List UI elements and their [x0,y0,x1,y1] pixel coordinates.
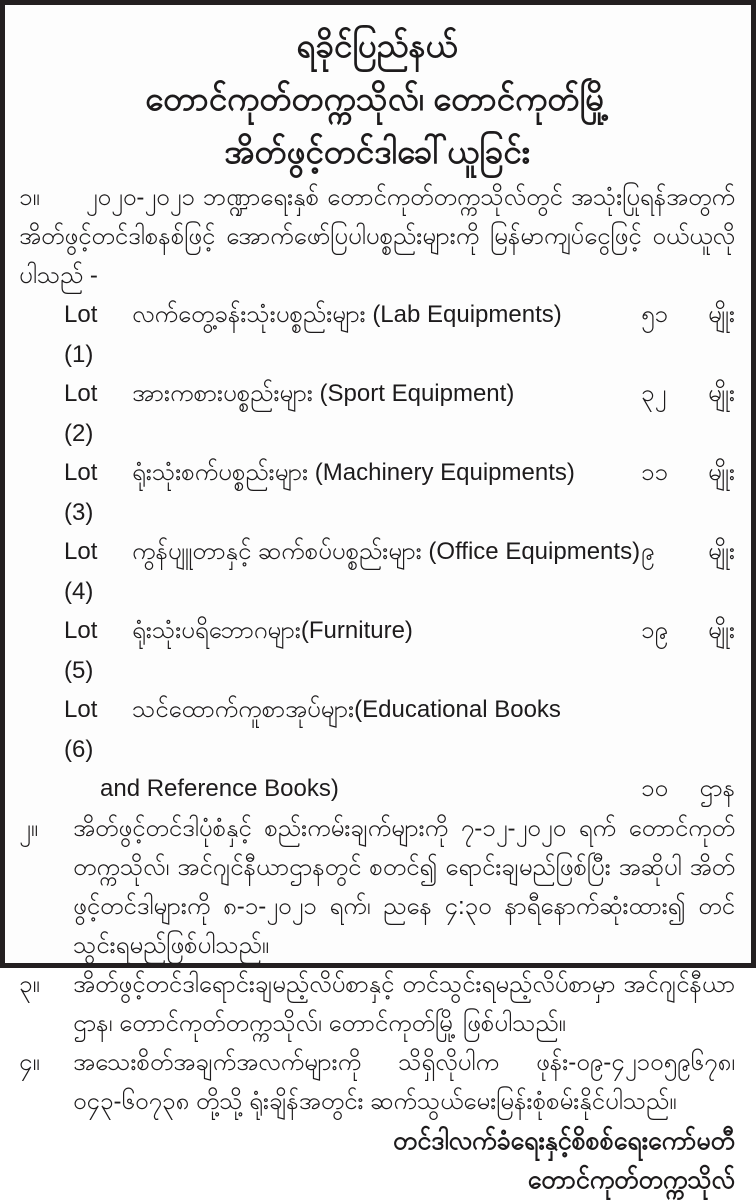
title-notice-type: အိတ်ဖွင့်တင်ဒါခေါ်ယူခြင်း [224,133,530,170]
paragraph-2-text: အိတ်ဖွင့်တင်ဒါပုံစံနှင့် စည်းကမ်းချက်များကို ၇-၁၂-၂၀၂၀ ရက် တောင်ကုတ်တက္ကသိုလ်၊ အင်ဂျင်နီယာဌာနတွင် စတင်၍ ရောင်းချမည်ဖြစ်ပြီး အဆိုပါ အိတ်ဖွင့်တင်ဒါများကို ၈-၁-၂၀၂၁ ရက်၊ ညနေ ၄:၃၀ နာရီနောက်ဆုံးထား၍ တင်သွင်းရမည်ဖြစ်ပါသည်။ [73,814,735,959]
signature-university: တောင်ကုတ်တက္ကသိုလ် [527,1165,735,1194]
lot-1-qty-number: ၅၁ [641,301,668,328]
lot-4-name: ကွန်ပျူတာနှင့် ဆက်စပ်ပစ္စည်းများ (Office Equipments) [132,538,641,565]
paragraph-4-number: ၄။ [19,1048,40,1076]
document-body [19,178,735,1200]
lot-row-2 [19,374,735,453]
title-university: တောင်ကုတ်တက္ကသိုလ်၊ တောင်ကုတ်မြို့ [145,80,609,117]
paragraph-3 [19,965,735,1043]
lot-1-quantity [641,295,735,335]
lot-3-qty-number: ၁၁ [641,459,668,486]
lot-1-qty-unit: မျိုး [707,301,735,328]
lot-5-label: Lot (5) [64,617,98,684]
lot-4-qty-number: ၉ [641,538,655,565]
title-state: ရခိုင်ပြည်နယ် [296,27,458,64]
lot-3-label: Lot (3) [64,459,98,526]
title-block [19,19,735,178]
lot-5-qty-unit: မျိုး [707,617,735,644]
lot-2-qty-number: ၃၂ [641,380,667,407]
paragraph-1 [19,178,735,295]
lot-2-qty-unit: မျိုး [707,380,735,407]
lot-6-label: Lot (6) [64,696,98,763]
lot-6-qty-unit: ဌာန [699,775,735,802]
lot-2-label: Lot (2) [64,380,98,447]
lot-row-1 [19,295,735,374]
lot-6-quantity [641,769,735,809]
lot-3-quantity [641,453,735,493]
signature-block [19,1122,735,1200]
lot-6-qty-number: ၁၀ [641,775,668,802]
lot-3-qty-unit: မျိုး [707,459,735,486]
lot-row-4 [19,532,735,611]
lot-5-quantity [641,611,735,651]
lot-3-name: ရုံးသုံးစက်ပစ္စည်းများ (Machinery Equipments) [132,459,575,486]
lot-4-label: Lot (4) [64,538,98,605]
paragraph-3-number: ၃။ [19,970,40,998]
lot-6-name-line2: and Reference Books) [100,775,339,802]
lot-row-6 [19,690,735,769]
paragraph-2 [19,809,735,965]
lot-4-quantity [641,532,735,572]
signature-committee: တင်ဒါလက်ခံရေးနှင့်စိစစ်ရေးကော်မတီ [393,1126,735,1155]
lot-6-name-line1: သင်ထောက်ကူစာအုပ်များ(Educational Books [132,696,561,723]
lot-2-quantity [641,374,735,414]
lot-row-6-continuation [19,769,735,809]
lot-row-3 [19,453,735,532]
lot-5-qty-number: ၁၉ [641,617,668,644]
lot-list [19,295,735,809]
paragraph-4-text: အသေးစိတ်အချက်အလက်များကို သိရှိလိုပါက ဖုန်း-၀၉-၄၂၁၀၅၉၆၇၈၊ ၀၄၃-၆၀၇၃၈ တို့သို့ ရုံးချိန်အတွင်း ဆက်သွယ်မေးမြန်းစုံစမ်းနိုင်ပါသည်။ [73,1048,735,1115]
paragraph-4 [19,1043,735,1121]
lot-5-name: ရုံးသုံးပရိဘောဂများ(Furniture) [132,617,413,644]
lot-4-qty-unit: မျိုး [707,538,735,565]
paragraph-1-number: ၁။ [19,184,40,211]
lot-2-name: အားကစားပစ္စည်းများ (Sport Equipment) [132,380,515,407]
lot-row-5 [19,611,735,690]
lot-1-name: လက်တွေ့ခန်းသုံးပစ္စည်းများ (Lab Equipments) [132,301,562,328]
paragraph-2-number: ၂။ [19,814,39,842]
lot-1-label: Lot (1) [64,301,98,368]
paragraph-1-text: ၂၀၂၀-၂၀၂၁ ဘဏ္ဍာရေးနှစ် တောင်ကုတ်တက္ကသိုလ်တွင် အသုံးပြုရန်အတွက် အိတ်ဖွင့်တင်ဒါစနစ်ဖြင့် အောက်ဖော်ပြပါပစ္စည်းများကို မြန်မာကျပ်ငွေဖြင့် ဝယ်ယူလိုပါသည် - [19,184,735,289]
paragraph-3-text: အိတ်ဖွင့်တင်ဒါရောင်းချမည့်လိပ်စာနှင့် တင်သွင်းရမည့်လိပ်စာမှာ အင်ဂျင်နီယာဌာန၊ တောင်ကုတ်တက္ကသိုလ်၊ တောင်ကုတ်မြို့ ဖြစ်ပါသည်။ [73,970,735,1037]
